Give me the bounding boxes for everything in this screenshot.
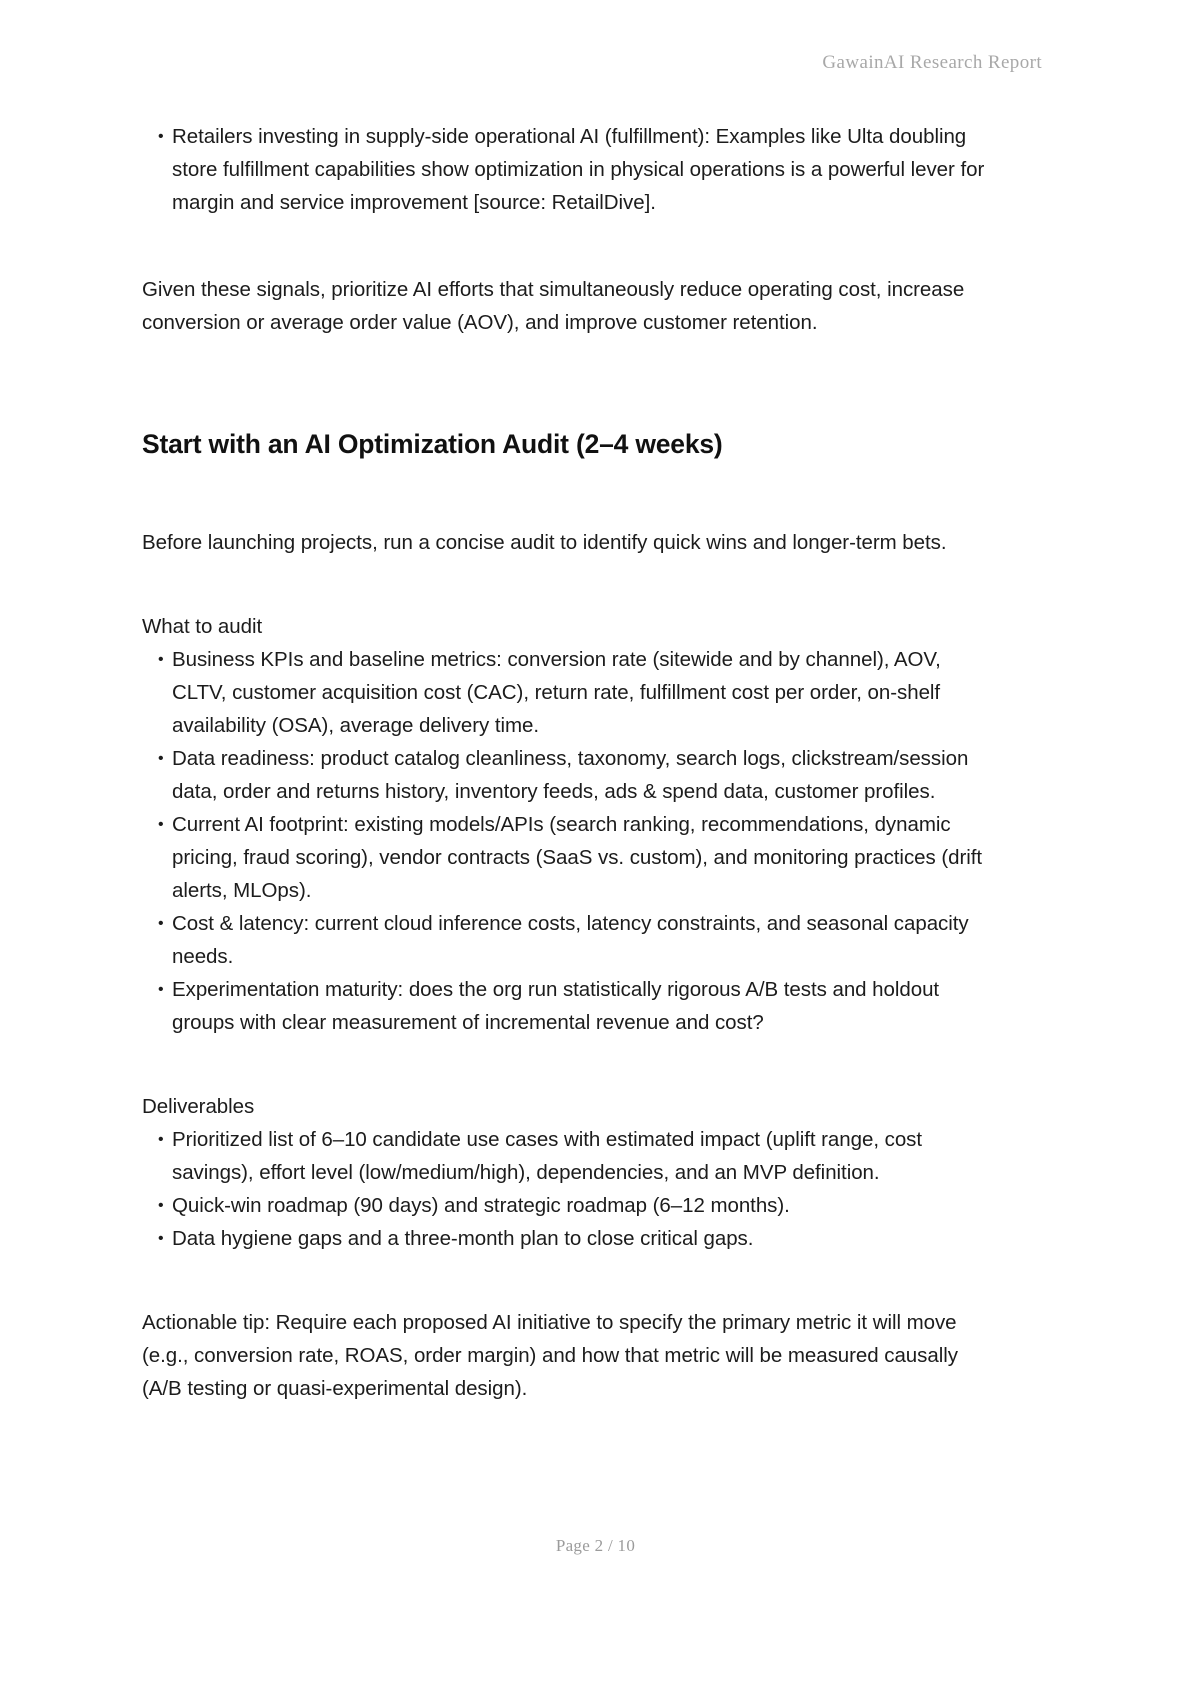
intro-paragraph: Given these signals, prioritize AI efforts that simultaneously reduce operating cost, increase conversion or average order value (AOV), and improve customer retention. — [142, 278, 965, 334]
what-to-audit-list — [142, 643, 997, 1039]
spacer — [142, 516, 997, 526]
running-header-title: GawainAI Research Report — [822, 52, 1042, 73]
page-content — [142, 120, 997, 1405]
actionable-tip-paragraph: Actionable tip: Require each proposed AI initiative to specify the primary metric it will move (e.g., conversion rate, ROAS, order margin) and how that metric will be measured causally (A/B testing or quasi-experimental design). — [142, 1311, 958, 1400]
list-item: • Data readiness: product catalog cleanliness, taxonomy, search logs, clickstream/session data, order and returns history, inventory feeds, ads & spend data, customer profiles. — [142, 742, 997, 808]
spacer — [142, 1255, 997, 1288]
spacer — [142, 462, 997, 516]
spacer — [142, 393, 997, 426]
spacer — [142, 219, 997, 273]
list-item: • Cost & latency: current cloud inference costs, latency constraints, and seasonal capacity needs. — [142, 907, 997, 973]
list-item: • Retailers investing in supply-side operational AI (fulfillment): Examples like Ulta doubling store fulfillment capabilities show optimization in physical operations is a powerful lever for margin and service improvement [source: RetailDive]. — [142, 120, 997, 219]
spacer — [142, 1039, 997, 1072]
list-item: • Experimentation maturity: does the org run statistically rigorous A/B tests and holdout groups with clear measurement of incremental revenue and cost? — [142, 973, 997, 1039]
continued-bullet-list — [142, 120, 997, 219]
list-item: • Business KPIs and baseline metrics: conversion rate (sitewide and by channel), AOV, CLTV, customer acquisition cost (CAC), return rate, fulfillment cost per order, on-shelf availability (OSA), average delivery time. — [142, 643, 997, 742]
what-to-audit-label: What to audit — [142, 615, 263, 638]
list-item: • Quick-win roadmap (90 days) and strategic roadmap (6–12 months). — [142, 1189, 997, 1222]
list-item: • Prioritized list of 6–10 candidate use cases with estimated impact (uplift range, cost savings), effort level (low/medium/high), dependencies, and an MVP definition. — [142, 1123, 997, 1189]
page-number-footer: Page 2 / 10 — [555, 1536, 636, 1555]
spacer — [142, 1288, 997, 1306]
deliverables-list — [142, 1123, 997, 1255]
spacer — [142, 559, 997, 592]
section-heading: Start with an AI Optimization Audit (2–4 weeks) — [142, 429, 723, 459]
section-intro-paragraph: Before launching projects, run a concise audit to identify quick wins and longer-term bets. — [142, 531, 947, 554]
deliverables-label: Deliverables — [142, 1095, 255, 1118]
spacer — [142, 1072, 997, 1090]
list-item: • Data hygiene gaps and a three-month plan to close critical gaps. — [142, 1222, 997, 1255]
spacer — [142, 339, 997, 393]
list-item: • Current AI footprint: existing models/APIs (search ranking, recommendations, dynamic pricing, fraud scoring), vendor contracts (SaaS vs. custom), and monitoring practices (drift alerts, MLOps). — [142, 808, 997, 907]
spacer — [142, 592, 997, 610]
